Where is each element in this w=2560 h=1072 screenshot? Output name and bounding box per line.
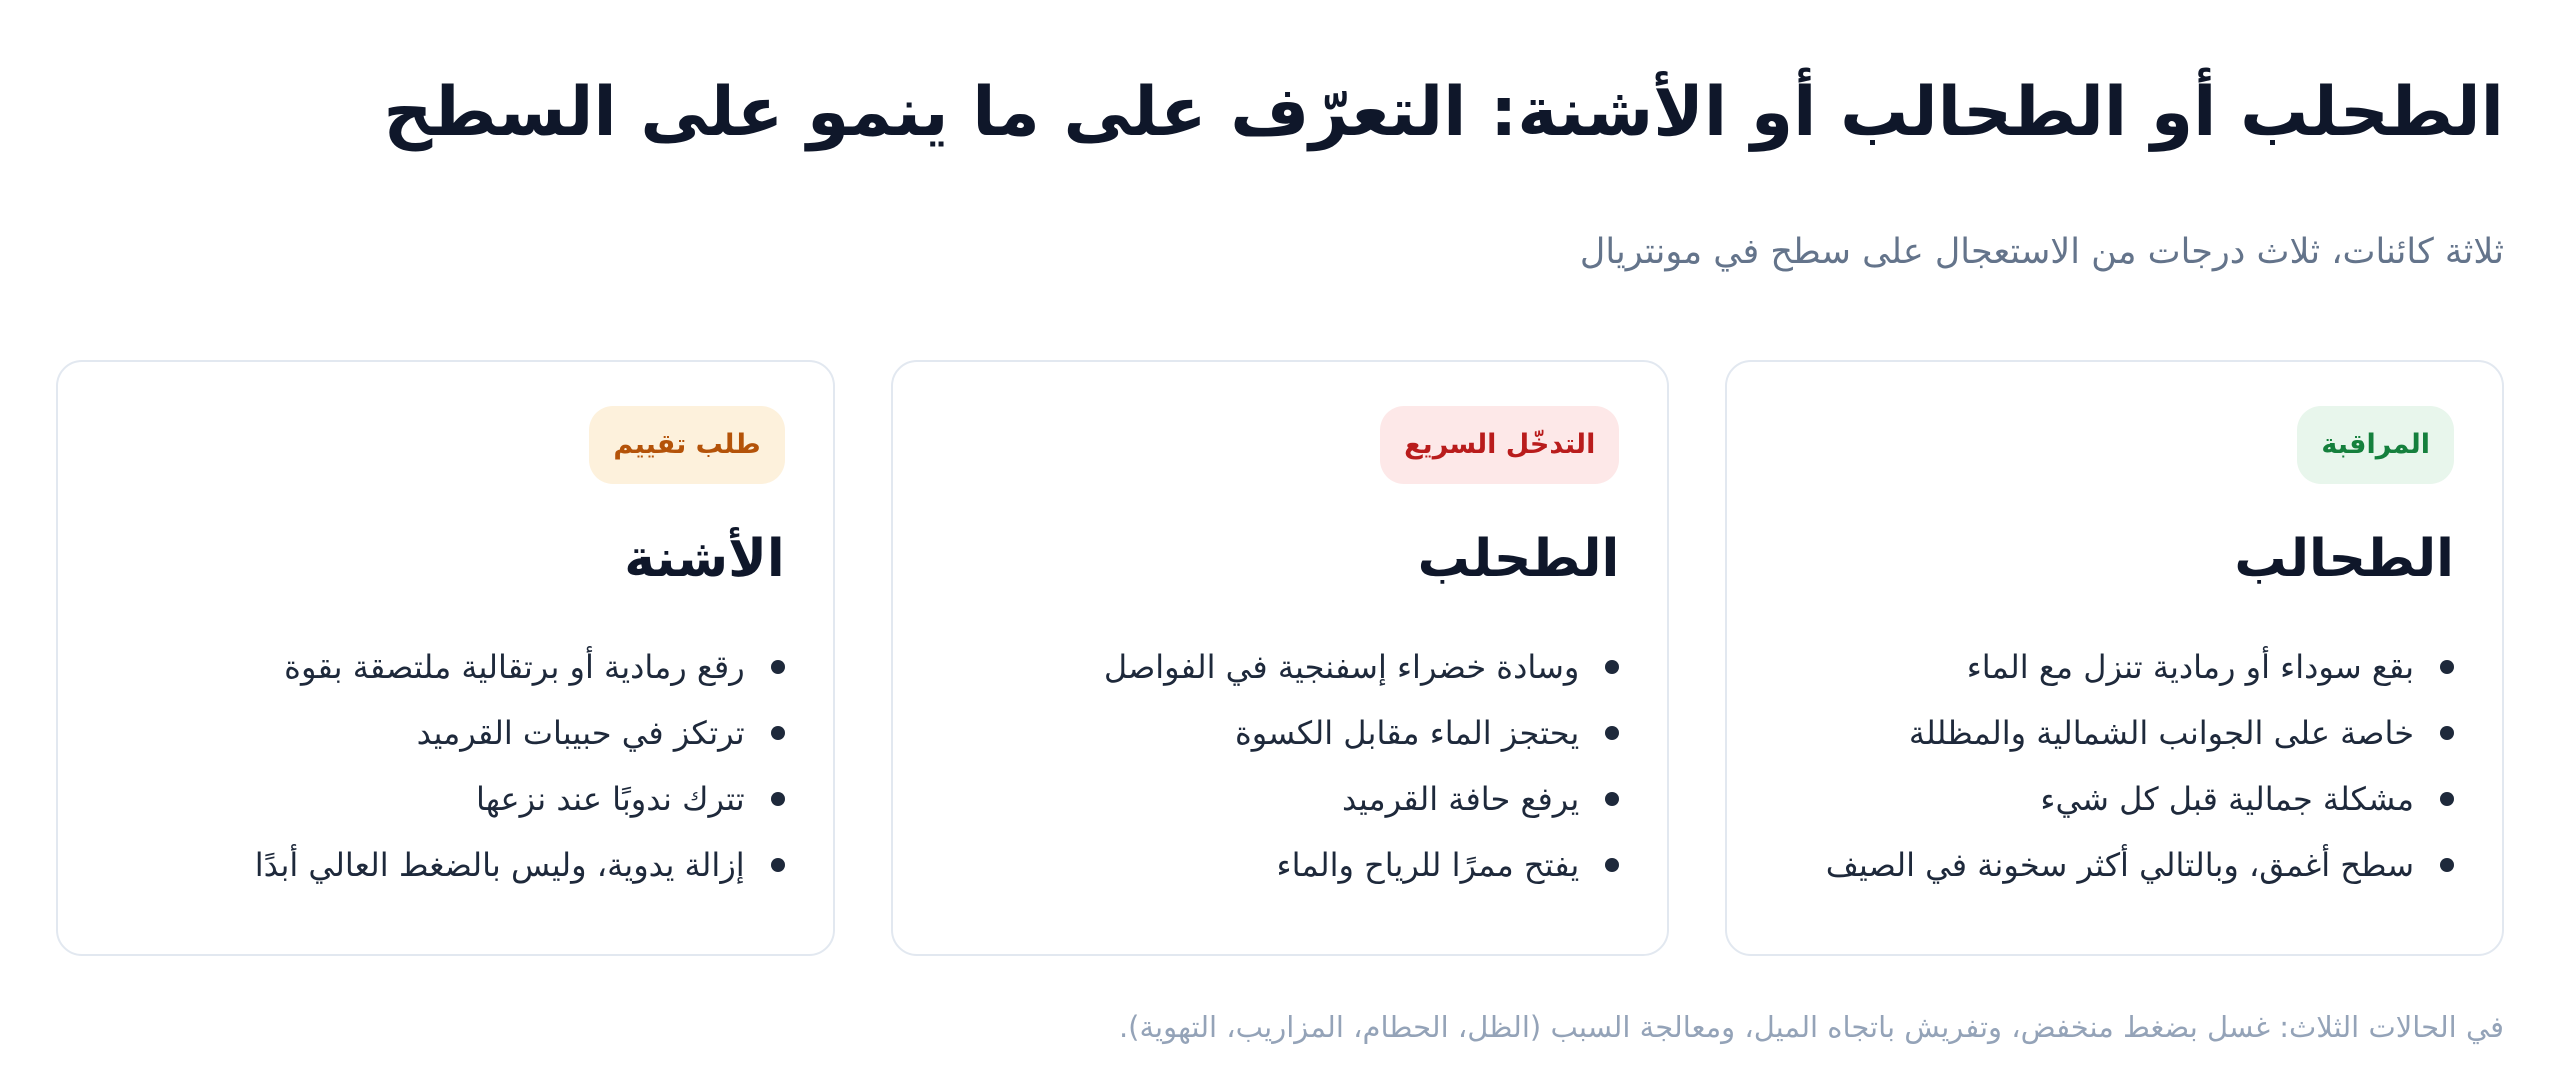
list-item-text: مشكلة جمالية قبل كل شيء (2040, 780, 2414, 819)
list-item (106, 766, 785, 832)
card-title: الطحلب (1417, 529, 1620, 589)
list-item-text: خاصة على الجوانب الشمالية والمظللة (1908, 714, 2414, 753)
list-item-text: يرفع حافة القرميد (1342, 780, 1580, 819)
urgency-badge: التدخّل السريع (1380, 406, 1619, 484)
urgency-badge: طلب تقييم (589, 406, 784, 484)
list-item (1775, 634, 2454, 700)
card-moss (891, 360, 1670, 956)
bullet-dot-icon (771, 858, 785, 872)
urgency-badge: المراقبة (2297, 406, 2454, 484)
bullet-dot-icon (1605, 660, 1619, 674)
list-item (941, 766, 1620, 832)
bullet-dot-icon (2440, 726, 2454, 740)
list-item (1775, 700, 2454, 766)
bullet-dot-icon (2440, 660, 2454, 674)
bullet-dot-icon (1605, 726, 1619, 740)
list-item-text: إزالة يدوية، وليس بالضغط العالي أبدًا (254, 846, 745, 885)
bullet-dot-icon (1605, 858, 1619, 872)
list-item (106, 634, 785, 700)
list-item-text: رقع رمادية أو برتقالية ملتصقة بقوة (284, 648, 745, 687)
list-item (106, 700, 785, 766)
bullet-dot-icon (771, 660, 785, 674)
list-item-text: يفتح ممرًا للرياح والماء (1276, 846, 1580, 885)
card-title: الأشنة (624, 529, 785, 589)
page-subtitle: ثلاثة كائنات، ثلاث درجات من الاستعجال على سطح في مونتريال (1579, 232, 2504, 272)
list-item (106, 832, 785, 898)
list-item-text: بقع سوداء أو رمادية تنزل مع الماء (1966, 648, 2414, 687)
list-item-text: سطح أغمق، وبالتالي أكثر سخونة في الصيف (1825, 846, 2414, 885)
page-title: الطحلب أو الطحالب أو الأشنة: التعرّف على ما ينمو على السطح (383, 73, 2504, 152)
card-bullet-list (1775, 634, 2454, 898)
card-bullet-list (941, 634, 1620, 898)
list-item (1775, 766, 2454, 832)
list-item-text: ترتكز في حبيبات القرميد (416, 714, 745, 753)
footer-note: في الحالات الثلاث: غسل بضغط منخفض، وتفريش باتجاه الميل، ومعالجة السبب (الظل، الحطام، المزاريب، التهوية). (1118, 1010, 2504, 1044)
list-item-text: يحتجز الماء مقابل الكسوة (1234, 714, 1580, 753)
bullet-dot-icon (771, 792, 785, 806)
card-title: الطحالب (2234, 529, 2454, 589)
list-item (941, 832, 1620, 898)
list-item-text: تترك ندوبًا عند نزعها (476, 780, 745, 819)
bullet-dot-icon (2440, 792, 2454, 806)
cards-row (56, 360, 2504, 956)
card-lichen (56, 360, 835, 956)
list-item (941, 700, 1620, 766)
card-bullet-list (106, 634, 785, 898)
list-item (1775, 832, 2454, 898)
bullet-dot-icon (1605, 792, 1619, 806)
list-item (941, 634, 1620, 700)
bullet-dot-icon (771, 726, 785, 740)
list-item-text: وسادة خضراء إسفنجية في الفواصل (1103, 648, 1580, 687)
card-algae (1725, 360, 2504, 956)
bullet-dot-icon (2440, 858, 2454, 872)
